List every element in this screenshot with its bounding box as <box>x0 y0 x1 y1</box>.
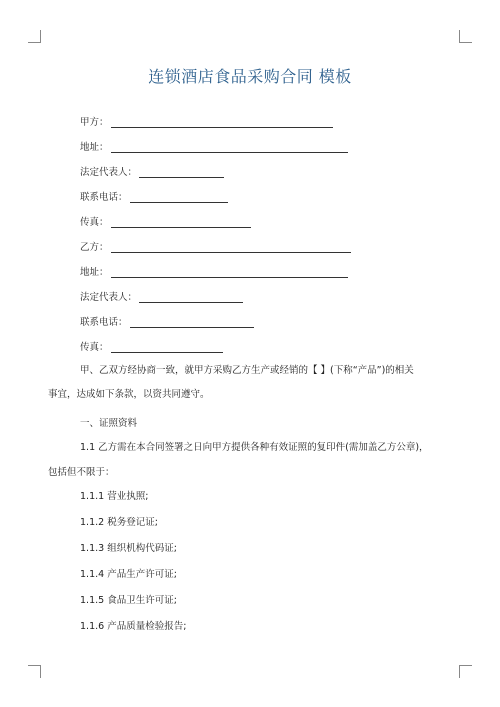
party-b-phone-label: 联系电话： <box>80 317 128 328</box>
party-b-representative-field <box>80 289 243 303</box>
crop-mark-top-right <box>459 30 472 43</box>
party-a-blank[interactable] <box>111 117 333 128</box>
party-b-label: 乙方： <box>80 242 109 253</box>
party-a-representative-field <box>80 164 224 178</box>
party-b-representative-blank[interactable] <box>139 292 243 303</box>
list-item: 1.1.2 税务登记证; <box>80 517 158 528</box>
party-b-fax-label: 传真： <box>80 342 109 353</box>
party-b-fax-field <box>80 339 223 353</box>
party-a-field <box>80 114 333 128</box>
party-a-address-label: 地址： <box>80 142 109 153</box>
clause-1-1-line-2: 包括但不限于： <box>48 467 115 478</box>
crop-mark-bottom-right <box>459 665 472 678</box>
party-b-field <box>80 239 351 253</box>
party-a-address-field <box>80 139 348 153</box>
section-1-heading: 一、证照资料 <box>80 418 138 429</box>
crop-mark-bottom-left <box>28 665 41 678</box>
party-b-address-field <box>80 264 348 278</box>
party-b-phone-field <box>80 314 254 328</box>
party-b-address-label: 地址： <box>80 267 109 278</box>
list-item: 1.1.3 组织机构代码证; <box>80 543 177 554</box>
list-item: 1.1.6 产品质量检验报告; <box>80 621 187 632</box>
intro-line-2: 事宜，达成如下条款，以资共同遵守。 <box>48 389 210 400</box>
party-a-label: 甲方： <box>80 117 109 128</box>
party-a-representative-label: 法定代表人： <box>80 167 138 178</box>
party-b-representative-label: 法定代表人： <box>80 292 138 303</box>
clause-1-1-line-1: 1.1 乙方需在本合同签署之日向甲方提供各种有效证照的复印件(需加盖乙方公章)， <box>80 442 429 453</box>
party-b-address-blank[interactable] <box>111 267 348 278</box>
list-item: 1.1.1 营业执照; <box>80 491 149 502</box>
party-a-phone-blank[interactable] <box>130 192 228 203</box>
document-title: 连锁酒店食品采购合同 模板 <box>148 67 352 86</box>
party-b-blank[interactable] <box>111 242 351 253</box>
party-a-fax-blank[interactable] <box>111 217 251 228</box>
party-a-representative-blank[interactable] <box>139 167 224 178</box>
intro-line-1: 甲、乙双方经协商一致，就甲方采购乙方生产或经销的【 】(下称“产品”)的相关 <box>80 365 414 376</box>
list-item: 1.1.4 产品生产许可证; <box>80 569 177 580</box>
party-b-fax-blank[interactable] <box>111 342 223 353</box>
party-a-fax-label: 传真： <box>80 217 109 228</box>
party-b-phone-blank[interactable] <box>130 317 254 328</box>
party-a-fax-field <box>80 214 251 228</box>
crop-mark-top-left <box>28 30 41 43</box>
party-a-address-blank[interactable] <box>111 142 348 153</box>
party-a-phone-field <box>80 189 228 203</box>
list-item: 1.1.5 食品卫生许可证; <box>80 595 177 606</box>
party-a-phone-label: 联系电话： <box>80 192 128 203</box>
